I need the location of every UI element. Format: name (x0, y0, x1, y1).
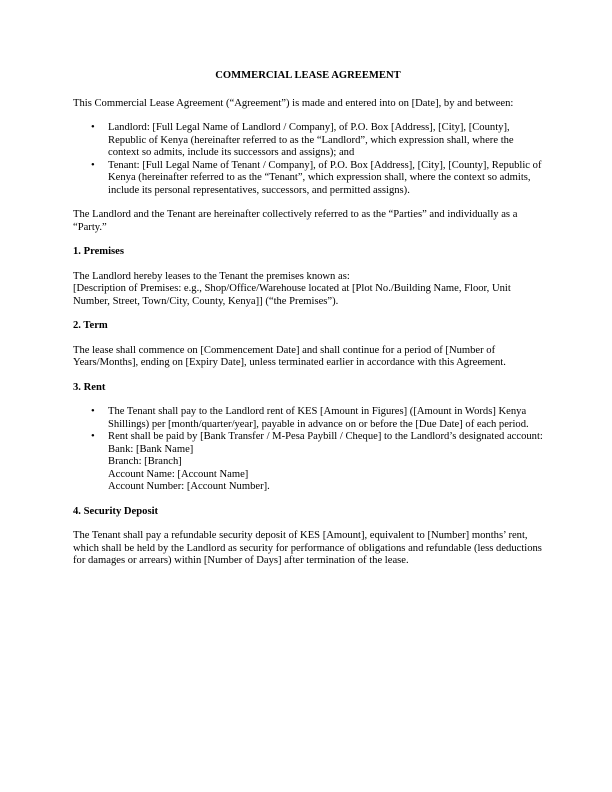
tenant-item: • Tenant: [Full Legal Name of Tenant / Company], of P.O. Box [Address], [City], [County], Republic of Kenya (hereinafter referred to as the “Tenant”, which expression shall, where the context so admits, include its personal representatives, successors, and permitted assigns). (73, 160, 543, 198)
term-paragraph: The lease shall commence on [Commencement Date] and shall continue for a period of [Number of Years/Months], ending on [Expiry Date], unless terminated earlier in accordance with this Agreement. (73, 344, 506, 368)
parties-note: The Landlord and the Tenant are hereinafter collectively referred to as the “Parties” and individually as a “Party.” (73, 209, 518, 233)
branch-line: Branch: [Branch] (108, 456, 182, 467)
parties-list (73, 122, 543, 197)
section-heading-term: 2. Term (73, 320, 108, 331)
account-number-line: Account Number: [Account Number]. (108, 481, 270, 492)
document-title: COMMERCIAL LEASE AGREEMENT (215, 70, 401, 81)
section-heading-security-deposit: 4. Security Deposit (73, 505, 159, 517)
premises-line-1: The Landlord hereby leases to the Tenant the premises known as: (73, 270, 350, 282)
bank-line: Bank: [Bank Name] (108, 443, 194, 455)
rent-amount-item: • The Tenant shall pay to the Landlord rent of KES [Amount in Figures] ([Amount in Words] Kenya Shillings) per [month/quarter/year], payable in advance on or before the [Due Date] of each period. (73, 406, 543, 431)
intro-paragraph: This Commercial Lease Agreement (“Agreement”) is made and entered into on [Date], by and between: (73, 97, 514, 109)
security-deposit-paragraph: The Tenant shall pay a refundable security deposit of KES [Amount], equivalent to [Number] months’ rent, which shall be held by the Landlord as security for performance of obligations and refundable (less deductions for damages or arrears) within [Number of Days] after termination of the lease. (73, 530, 542, 566)
rent-payment-item (73, 431, 543, 494)
document-page (73, 70, 543, 580)
rent-list (73, 406, 543, 494)
section-heading-rent: 3. Rent (73, 381, 106, 393)
account-name-line: Account Name: [Account Name] (108, 468, 249, 480)
section-heading-premises: 1. Premises (73, 246, 124, 257)
payment-method-text: • Rent shall be paid by [Bank Transfer / M-Pesa Paybill / Cheque] to the Landlord’s designated account: (108, 431, 543, 442)
premises-paragraph (73, 271, 543, 309)
premises-line-2: [Description of Premises: e.g., Shop/Office/Warehouse located at [Plot No./Building Name, Floor, Unit Number, Street, Town/City, County, Kenya]] (“the Premises”). (73, 283, 511, 307)
landlord-item: • Landlord: [Full Legal Name of Landlord / Company], of P.O. Box [Address], [City], [County], Republic of Kenya (hereinafter referred to as the “Landlord”, which expression shall, where the context so admits, include its successors and assigns); and (73, 122, 543, 160)
